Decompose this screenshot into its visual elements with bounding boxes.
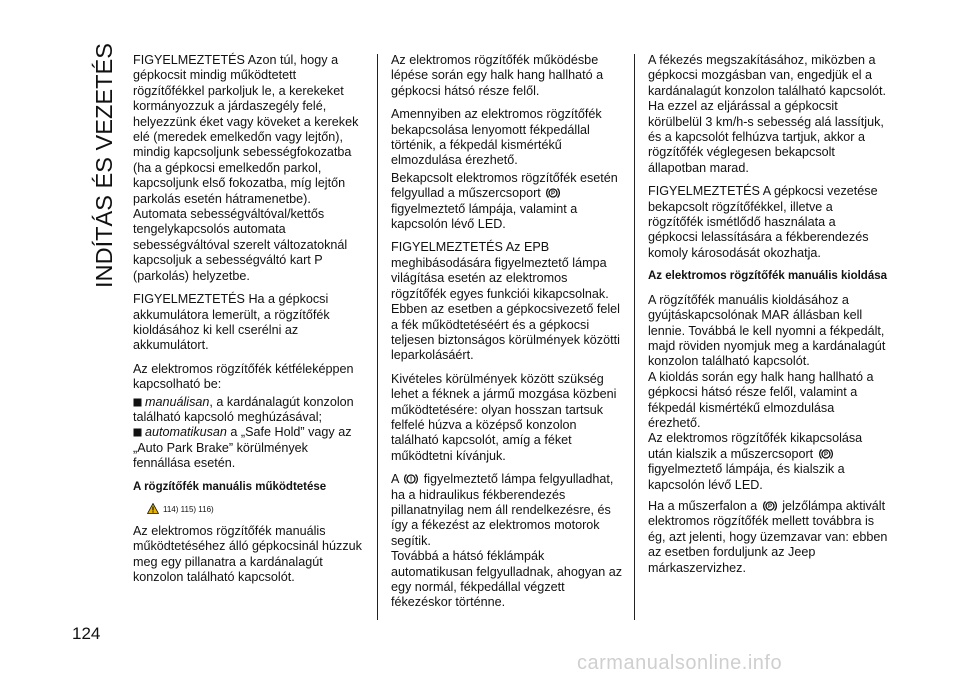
warning-paragraph: FIGYELMEZTETÉS Ha a gépkocsi akkumulátora lemerült, a rögzítőfék kioldásához ki kell cserélni az akkumulátort.	[133, 292, 330, 353]
page-number: 124	[72, 624, 101, 643]
bullet-square-icon	[133, 398, 142, 407]
svg-text:P: P	[823, 451, 828, 458]
side-title-text: INDÍTÁS ÉS VEZETÉS	[91, 49, 117, 288]
paragraph: A rögzítőfék manuális kioldásához a gyújtáskapcsolónak MAR állásban kell lennie. Továbbá le kell nyomni a fékpedált, majd röviden nyomjuk meg a kardánalagút konzolon található kapcsolót.	[648, 292, 886, 369]
paragraph-text: figyelmeztető lámpa felgyulladhat, ha a hidraulikus fékberendezés pillanatnyilag nem áll rendelkezésre, és így a fékezést az elektromos motorok segítik.	[391, 472, 614, 548]
paragraph	[648, 431, 888, 493]
section-heading: Az elektromos rögzítőfék manuális kioldása	[648, 270, 888, 283]
warning-triangle-icon	[147, 503, 159, 514]
brake-lamp-icon	[404, 472, 418, 486]
paragraph-text: Ha a műszerfalon a	[648, 498, 758, 513]
warning-references	[133, 503, 363, 516]
list-item	[133, 425, 363, 471]
list-item-text: , a kardánalagút konzolon található kapcsoló meghúzásával;	[133, 394, 354, 424]
paragraph-text: jelzőlámpa aktivált elektromos rögzítőfék mellett továbbra is ég, azt jelenti, hogy üzemzavar van: ebben az esetben forduljunk az Jeep márkaszervizhez.	[648, 498, 888, 575]
list-item-emphasis: automatikusan	[145, 425, 227, 440]
paragraph-text: Bekapcsolt elektromos rögzítőfék esetén felgyullad a műszercsoport	[391, 170, 618, 201]
list-item-text: a „Safe Hold” vagy az „Auto Park Brake” körülmények fennállása esetén.	[133, 425, 352, 471]
side-title	[82, 40, 122, 290]
paragraph	[648, 499, 888, 576]
paragraph-text: figyelmeztető lámpája, valamint a kapcsolón lévő LED.	[391, 201, 578, 232]
paragraph: Kivételes körülmények között szükség lehet a féknek a jármű mozgása közbeni működtetésére: olyan hosszan tartsuk felfelé húzva a középső konzolon található kapcsolót, amíg a féket működtetni kívánjuk.	[391, 371, 617, 463]
brake-lamp-icon	[546, 186, 560, 200]
paragraph-text: A	[391, 472, 399, 487]
svg-text:!: !	[410, 476, 413, 484]
paragraph: A fékezés megszakításához, miközben a gépkocsi mozgásban van, engedjük el a kardánalagút konzolon található kapcsolót.	[648, 53, 887, 98]
warning-reference-numbers: 114) 115) 116)	[163, 504, 214, 514]
brake-lamp-icon	[819, 447, 833, 461]
column-divider	[634, 54, 635, 620]
paragraph: Az elektromos rögzítőfék működésbe lépése során egy halk hang hallható a gépkocsi hátsó része felől.	[391, 53, 604, 98]
svg-text:P: P	[551, 191, 556, 198]
brake-lamp-icon	[763, 499, 777, 513]
paragraph	[391, 171, 623, 233]
watermark: carmanualsonline.info	[577, 652, 783, 674]
svg-text:P: P	[767, 504, 772, 511]
paragraph	[133, 362, 363, 393]
list-item-emphasis: manuálisan	[145, 394, 210, 409]
column-1	[133, 53, 363, 594]
warning-paragraph: FIGYELMEZTETÉS Azon túl, hogy a gépkocsit mindig működtetett rögzítőfékkel parkoljuk le, a kerekeket kormányozzuk a járdaszegély felé, helyezzünk éket vagy köveket a kerekek elé (meredek emelkedőn vagy lejtőn), mindig kapcsoljunk sebességfokozatba (ha a gépkocsi emelkedőn parkol, kapcsoljunk első fokozatba, míg lejtőn parkolás esetén hátramenetbe). Automata sebességváltóval/kettős tengelykapcsolós automata sebességváltóval szerelt változatoknál kapcsoljuk a sebességváltó kart P (parkolás) helyzetbe.	[133, 53, 359, 283]
paragraph: Továbbá a hátsó féklámpák automatikusan felgyulladnak, ahogyan az egy normál, fékpedállal végzett fékezéskor történne.	[391, 549, 623, 610]
paragraph-text: Az elektromos rögzítőfék kétféleképpen kapcsolható be:	[133, 361, 354, 392]
paragraph: Amennyiben az elektromos rögzítőfék bekapcsolása lenyomott fékpedállal történik, a fékpedál kismértékű elmozdulása érezhető.	[391, 107, 602, 168]
warning-paragraph: FIGYELMEZTETÉS Az EPB meghibásodására figyelmeztető lámpa világítása esetén az elektromos rögzítőfék egyes funkciói kikapcsolnak. Ebben az esetben a gépkocsivezető felel a fék működtetéséért és a gépkocsi teljesen biztonságos körülmények közötti leparkolásáért.	[391, 240, 620, 363]
paragraph-text: Az elektromos rögzítőfék kikapcsolása után kialszik a műszercsoport	[648, 431, 863, 461]
column-divider	[377, 54, 378, 620]
paragraph-text: figyelmeztető lámpája, és kialszik a kapcsolón lévő LED.	[648, 462, 845, 492]
paragraph: A kioldás során egy halk hang hallható a gépkocsi hátsó része felől, valamint a fékpedál kismértékű elmozdulása érezhető.	[648, 369, 874, 430]
paragraph: Ha ezzel az eljárással a gépkocsit körülbelül 3 km/h-s sebesség alá lassítjuk, és a kapcsolót felhúzva tartjuk, akkor a rögzítőfék véglegesen bekapcsolt állapotban marad.	[648, 99, 884, 175]
list-item	[133, 395, 363, 426]
column-3	[648, 53, 888, 584]
column-2	[391, 53, 623, 619]
paragraph	[391, 472, 623, 549]
warning-paragraph: FIGYELMEZTETÉS A gépkocsi vezetése bekapcsolt rögzítőfékkel, illetve a rögzítőfék ismétlődő használata a gépkocsi lelassítására a fékberendezés komoly károsodását okozhatja.	[648, 184, 878, 260]
section-heading: A rögzítőfék manuális működtetése	[133, 480, 327, 493]
bullet-square-icon	[133, 428, 142, 437]
paragraph: Az elektromos rögzítőfék manuális működtetéséhez álló gépkocsinál húzzuk meg egy pillanatra a kardánalagút konzolon található kapcsolót.	[133, 523, 362, 585]
